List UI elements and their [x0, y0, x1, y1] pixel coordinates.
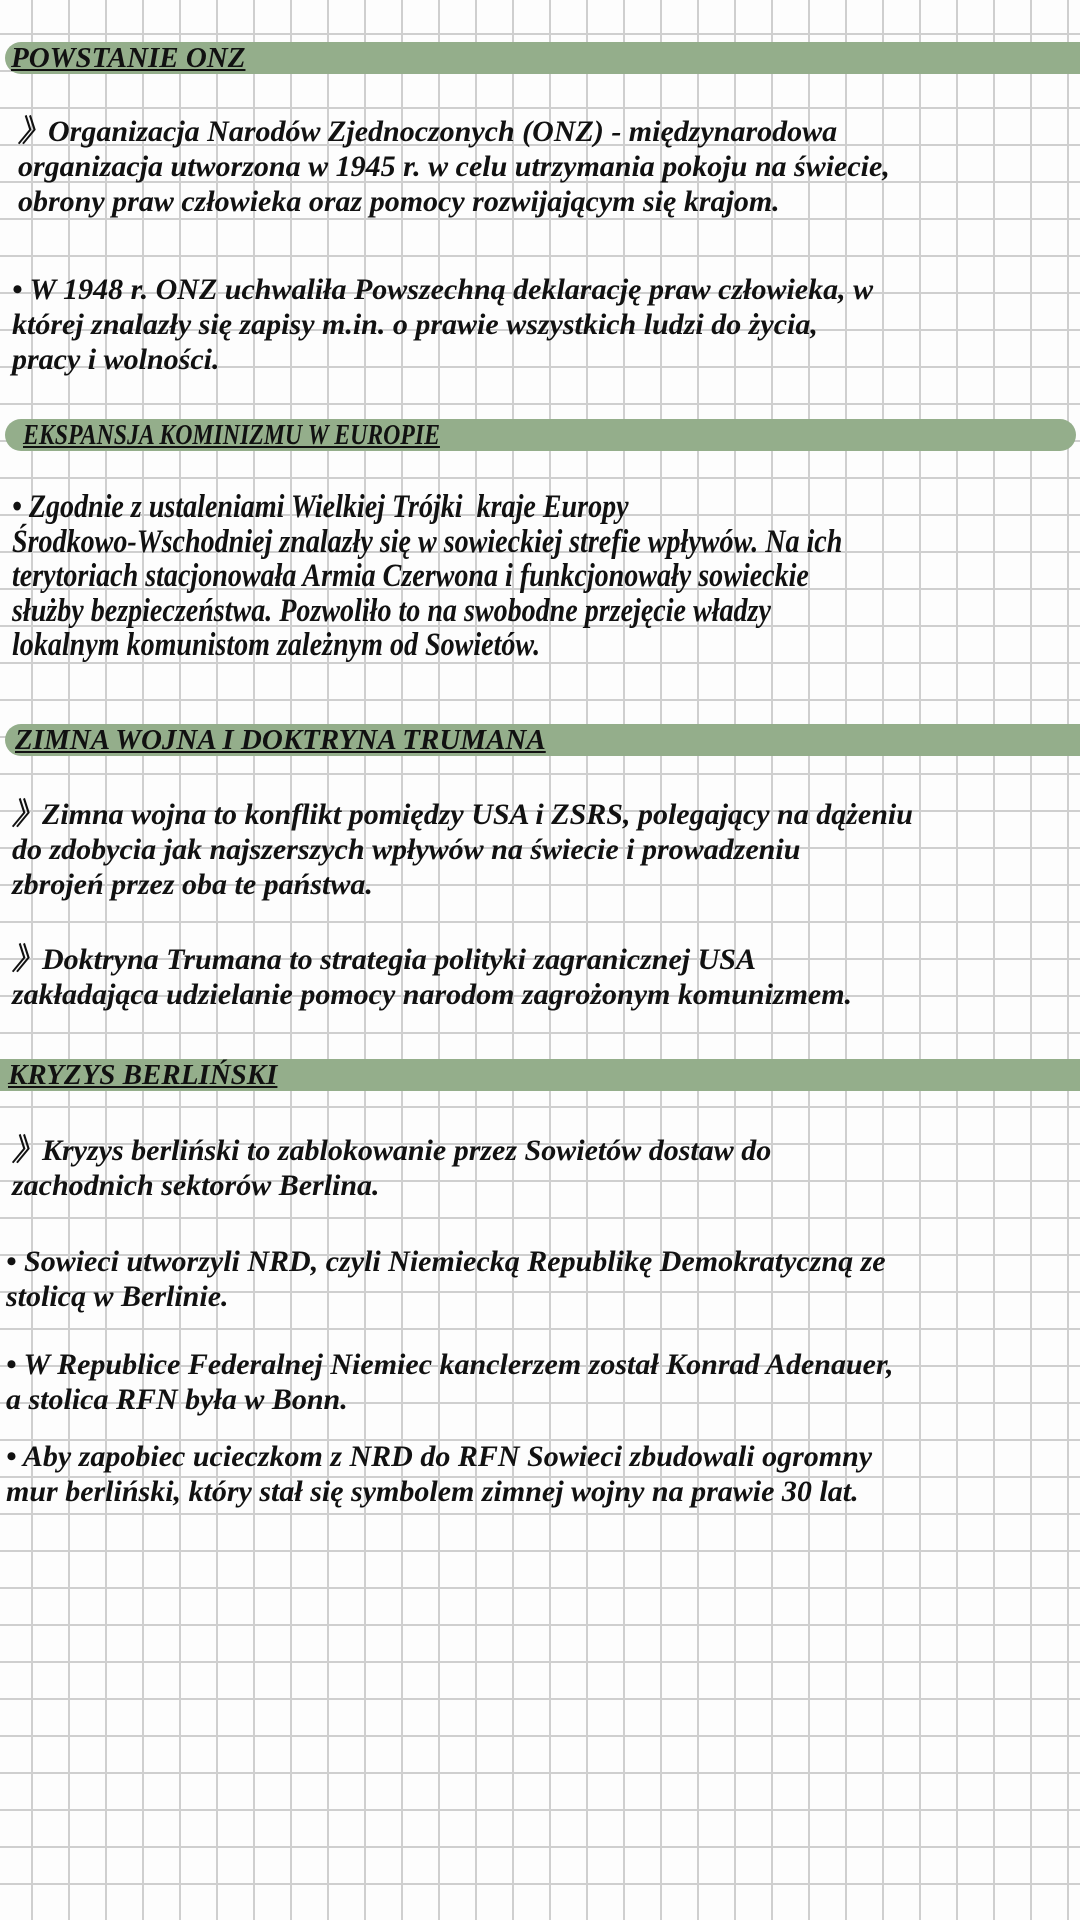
paragraph: 》Zimna wojna to konflikt pomiędzy USA i ZSRS, polegający na dążeniu do zdobycia jak najszerszych wpływów na świecie i prowadzeniu zbrojeń przez oba te państwa. [12, 798, 913, 901]
section-title: KRYZYS BERLIŃSKI [8, 1059, 278, 1091]
paragraph: • Zgodnie z ustaleniami Wielkiej Trójki kraje Europy Środkowo-Wschodniej znalazły się w sowieckiej strefie wpływów. Na ich terytoriach stacjonowała Armia Czerwona i funkcjonowały sowieckie służby bezpieczeństwa. Pozwoliło to na swobodne przejęcie władzy lokalnym komunistom zależnym od Sowietów. [12, 489, 843, 663]
section-header-onz [5, 42, 1080, 74]
section-header-zimna-wojna [5, 724, 1080, 756]
paragraph: 》Doktryna Trumana to strategia polityki zagranicznej USA zakładająca udzielanie pomocy narodom zagrożonym komunizmem. [12, 943, 853, 1011]
paragraph: • W 1948 r. ONZ uchwaliła Powszechną deklarację praw człowieka, w której znalazły się zapisy m.in. o prawie wszystkich ludzi do życia, pracy i wolności. [12, 273, 874, 376]
paragraph: 》Organizacja Narodów Zjednoczonych (ONZ) - międzynarodowa organizacja utworzona w 1945 r. w celu utrzymania pokoju na świecie, obrony praw człowieka oraz pomocy rozwijającym się krajom. [18, 115, 890, 218]
section-header-ekspansja [5, 419, 1076, 451]
paragraph: • Sowieci utworzyli NRD, czyli Niemiecką Republikę Demokratyczną ze stolicą w Berlinie. [6, 1245, 886, 1313]
section-header-kryzys [0, 1059, 1080, 1091]
paragraph: 》Kryzys berliński to zablokowanie przez Sowietów dostaw do zachodnich sektorów Berlina. [12, 1134, 772, 1202]
section-title: POWSTANIE ONZ [11, 42, 246, 74]
section-title: EKSPANSJA KOMINIZMU W EUROPIE [23, 419, 440, 451]
section-title: ZIMNA WOJNA I DOKTRYNA TRUMANA [15, 724, 546, 756]
paragraph: • W Republice Federalnej Niemiec kanclerzem został Konrad Adenauer, a stolica RFN była w Bonn. [6, 1348, 894, 1416]
paragraph: • Aby zapobiec ucieczkom z NRD do RFN Sowieci zbudowali ogromny mur berliński, który stał się symbolem zimnej wojny na prawie 30 lat. [6, 1440, 873, 1508]
